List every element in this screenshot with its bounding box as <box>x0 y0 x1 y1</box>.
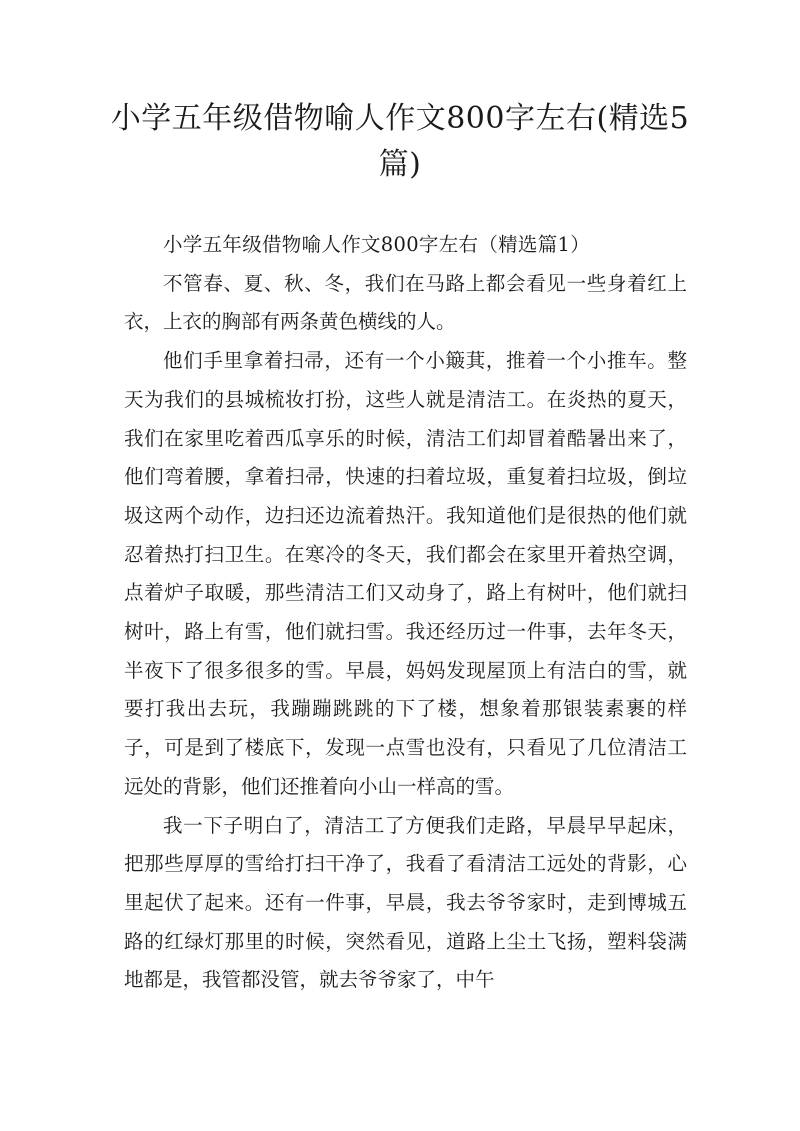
paragraph-3: 我一下子明白了，清洁工了方便我们走路，早晨早早起床，把那些厚厚的雪给打扫干净了，我看了看清洁工远处的背影，心里起伏了起来。还有一件事，早晨，我去爷爷家时，走到博城五路的红绿灯那里的时候，突然看见，道路上尘土飞扬，塑料袋满地都是，我管都没管，就去爷爷家了，中午 <box>124 813 687 992</box>
article-subheading: 小学五年级借物喻人作文800字左右（精选篇1） <box>163 233 591 256</box>
document-title: 小学五年级借物喻人作文800字左右(精选5篇) <box>110 101 690 182</box>
paragraph-2: 他们手里拿着扫帚，还有一个小簸萁，推着一个小推车。整天为我们的县城梳妆打扮，这些人就是清洁工。在炎热的夏天，我们在家里吃着西瓜享乐的时候，清洁工们却冒着酷暑出来了，他们弯着腰，拿着扫帚，快速的扫着垃圾，重复着扫垃圾，倒垃圾这两个动作，边扫还边流着热汗。我知道他们是很热的他们就忍着热打扫卫生。在寒冷的冬天，我们都会在家里开着热空调，点着炉子取暖，那些清洁工们又动身了，路上有树叶，他们就扫树叶，路上有雪，他们就扫雪。我还经历过一件事，去年冬天，半夜下了很多很多的雪。早晨，妈妈发现屋顶上有洁白的雪，就要打我出去玩，我蹦蹦跳跳的下了楼，想象着那银装素裹的样子，可是到了楼底下，发现一点雪也没有，只看见了几位清洁工远处的背影，他们还推着向小山一样高的雪。 <box>124 349 687 798</box>
document-body <box>124 226 687 1000</box>
paragraph-1: 不管春、夏、秋、冬，我们在马路上都会看见一些身着红上衣，上衣的胸部有两条黄色横线的人。 <box>124 271 687 334</box>
